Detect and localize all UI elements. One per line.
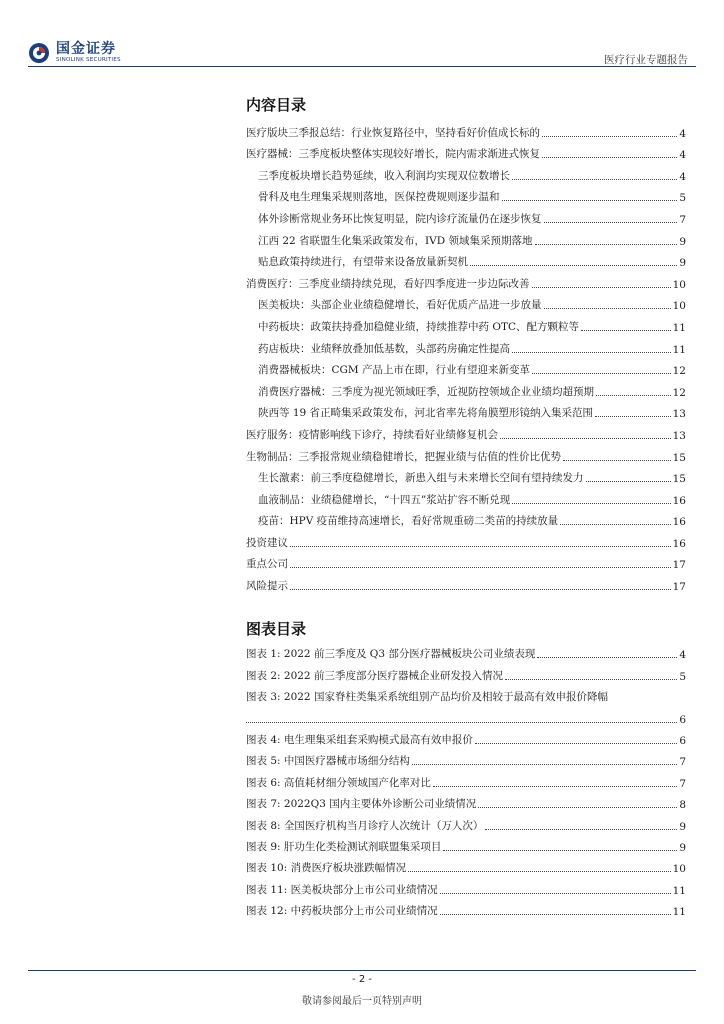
toc-entry[interactable] — [246, 464, 686, 486]
dot-leader — [560, 524, 670, 525]
toc-entry[interactable] — [246, 183, 686, 205]
toc-entry[interactable] — [246, 248, 686, 270]
dot-leader — [443, 850, 677, 851]
figures-entry-text: 图表 6: 高值耗材细分领域国产化率对比 — [246, 776, 431, 789]
toc-entry-page: 16 — [672, 494, 686, 507]
dot-leader — [505, 679, 677, 680]
toc-entry-page: 17 — [672, 559, 686, 572]
figures-entry[interactable] — [246, 875, 686, 896]
dot-leader — [440, 893, 671, 894]
figures-entry[interactable] — [246, 640, 686, 661]
figures-entry-page: 8 — [679, 799, 686, 812]
figures-entry-text: 图表 3: 2022 国家脊柱类集采系统组别产品均价及相较于最高有效申报价降幅 — [246, 691, 608, 704]
figures-entry-text: 图表 2: 2022 前三季度部分医疗器械企业研发投入情况 — [246, 669, 503, 682]
dot-leader — [595, 416, 671, 417]
toc-entry-text: 投资建议 — [246, 536, 288, 549]
figures-entry-page: 11 — [672, 884, 686, 897]
toc-entry[interactable] — [246, 226, 686, 248]
figures-entry[interactable] — [246, 661, 686, 682]
toc-entry-text: 消费医疗：三季度业绩持续兑现，看好四季度进一步边际改善 — [246, 277, 530, 290]
figures-entry-text: 图表 10: 消费医疗板块涨跌幅情况 — [246, 862, 407, 875]
toc-entry[interactable] — [246, 485, 686, 507]
figures-entry-page: 10 — [672, 863, 686, 876]
figures-title: 图表目录 — [246, 620, 307, 638]
toc-entry-text: 骨科及电生理集采规则落地，医保控费规则逐步温和 — [258, 191, 500, 204]
report-type: 医疗行业专题报告 — [604, 54, 688, 66]
figures-entry[interactable] — [246, 768, 686, 789]
dot-leader — [440, 914, 671, 915]
toc-entry-text: 医疗版块三季报总结：行业恢复路径中，坚持看好价值成长标的 — [246, 126, 540, 139]
dot-leader — [512, 352, 671, 353]
page-header — [0, 0, 724, 72]
toc-entry-page: 4 — [679, 127, 686, 140]
logo-cn: 国金证券 — [56, 41, 116, 58]
figures-entry-text: 图表 1: 2022 前三季度及 Q3 部分医疗器械板块公司业绩表现 — [246, 648, 536, 661]
dot-leader — [537, 657, 677, 658]
sinolink-logo-icon — [28, 42, 50, 64]
toc-entry-page: 16 — [672, 516, 686, 529]
dot-leader — [544, 308, 671, 309]
toc-entry-text: 药店板块：业绩释放叠加低基数，头部药房确定性提高 — [258, 342, 510, 355]
toc-entry-text: 医美板块：头部企业业绩稳健增长，看好优质产品进一步放量 — [258, 299, 542, 312]
figures-entry-page: 6 — [679, 713, 686, 726]
figures-entry[interactable] — [246, 854, 686, 875]
dot-leader — [408, 871, 671, 872]
toc-entry-page: 4 — [679, 149, 686, 162]
toc-entry[interactable] — [246, 399, 686, 421]
figures-entry[interactable] — [246, 726, 686, 747]
dot-leader — [512, 503, 670, 504]
toc-entry[interactable] — [246, 377, 686, 399]
dot-leader — [532, 287, 671, 288]
toc-entry-page: 9 — [679, 235, 686, 248]
figures-entry-text: 图表 8: 全国医疗机构当月诊疗人次统计（万人次） — [246, 819, 484, 832]
dot-leader — [596, 395, 671, 396]
toc-entry-page: 5 — [679, 192, 686, 205]
logo-en: SINOLINK SECURITIES — [56, 57, 121, 64]
toc-entry-page: 17 — [672, 581, 686, 594]
figures-entry-page: 7 — [679, 777, 686, 790]
toc-entry-page: 12 — [672, 365, 686, 378]
toc-entry[interactable] — [246, 571, 686, 593]
figures-entry[interactable] — [246, 811, 686, 832]
dot-leader — [542, 157, 677, 158]
toc-entry-page: 10 — [672, 300, 686, 313]
toc-entry-text: 中药板块：政策扶持叠加稳健业绩，持续推荐中药 OTC、配方颗粒等 — [258, 320, 579, 333]
dot-leader — [475, 743, 677, 744]
toc-entry-page: 12 — [672, 386, 686, 399]
dot-leader — [512, 179, 677, 180]
figures-entry-page: 9 — [679, 841, 686, 854]
toc-entry-text: 医疗器械：三季度板块整体实现较好增长，院内需求渐进式恢复 — [246, 148, 540, 161]
figures-entry[interactable] — [246, 747, 686, 768]
figures-entry-text: 图表 5: 中国医疗器械市场细分结构 — [246, 755, 410, 768]
header-rule — [28, 66, 696, 67]
figures-entry-page: 5 — [679, 670, 686, 683]
figures-entry-page: 4 — [679, 649, 686, 662]
dot-leader — [532, 373, 671, 374]
toc-title: 内容目录 — [246, 96, 307, 114]
dot-leader — [542, 136, 677, 137]
toc-entry-page: 11 — [672, 321, 686, 334]
dot-leader — [246, 722, 677, 723]
toc-entry-text: 疫苗：HPV 疫苗维持高速增长，看好常规重磅二类苗的持续放量 — [258, 515, 559, 528]
toc-entry-text: 三季度板块增长趋势延续，收入利润均实现双位数增长 — [258, 169, 510, 182]
figures-entry-page: 9 — [679, 820, 686, 833]
toc-entry[interactable] — [246, 442, 686, 464]
toc-entry-text: 江西 22 省联盟生化集采政策发布，IVD 领域集采预期落地 — [258, 234, 533, 247]
dot-leader — [412, 764, 677, 765]
dot-leader — [478, 807, 677, 808]
toc-entry-page: 11 — [672, 343, 686, 356]
toc-list — [246, 118, 686, 593]
footer-disclaimer: 敬请参阅最后一页特别声明 — [302, 996, 422, 1007]
toc-entry[interactable] — [246, 334, 686, 356]
footer-rule — [28, 970, 696, 971]
dot-leader — [586, 481, 671, 482]
toc-entry[interactable] — [246, 291, 686, 313]
dot-leader — [544, 222, 678, 223]
toc-entry-text: 贴息政策持续进行，有望带来设备放量新契机 — [258, 256, 468, 269]
toc-entry-page: 13 — [672, 429, 686, 442]
figures-entry-text: 图表 11: 医美板块部分上市公司业绩情况 — [246, 883, 438, 896]
figures-list — [246, 640, 686, 918]
figures-entry-page: 7 — [679, 756, 686, 769]
dot-leader — [500, 438, 671, 439]
toc-entry-page: 13 — [672, 408, 686, 421]
dot-leader — [502, 200, 678, 201]
dot-leader — [470, 265, 677, 266]
toc-entry[interactable] — [246, 140, 686, 162]
logo — [28, 40, 121, 66]
toc-entry-page: 4 — [679, 170, 686, 183]
toc-entry[interactable] — [246, 420, 686, 442]
toc-entry-page: 16 — [672, 537, 686, 550]
toc-entry-text: 生长激素：前三季度稳健增长，新患入组与未来增长空间有望持续发力 — [258, 472, 584, 485]
toc-entry-text: 体外诊断常规业务环比恢复明显，院内诊疗流量仍在逐步恢复 — [258, 212, 542, 225]
figures-entry-text: 图表 12: 中药板块部分上市公司业绩情况 — [246, 905, 438, 918]
toc-entry[interactable] — [246, 528, 686, 550]
figures-entry[interactable] — [246, 683, 686, 726]
toc-entry-page: 15 — [672, 451, 686, 464]
figures-entry-page: 11 — [672, 906, 686, 919]
toc-entry-text: 血液制品：业绩稳健增长，“十四五”浆站扩容不断兑现 — [258, 493, 511, 506]
dot-leader — [563, 460, 671, 461]
toc-entry-page: 7 — [679, 213, 686, 226]
dot-leader — [485, 829, 677, 830]
figures-entry-page: 6 — [679, 734, 686, 747]
toc-entry-text: 消费医疗器械：三季度为视光领域旺季，近视防控领域企业业绩均超预期 — [258, 385, 594, 398]
toc-entry-text: 重点公司 — [246, 558, 288, 571]
toc-entry[interactable] — [246, 550, 686, 572]
toc-entry[interactable] — [246, 312, 686, 334]
figures-entry-text: 图表 7: 2022Q3 国内主要体外诊断公司业绩情况 — [246, 798, 477, 811]
figures-entry[interactable] — [246, 897, 686, 918]
dot-leader — [581, 330, 671, 331]
figures-entry-text: 图表 9: 肝功生化类检测试剂联盟集采项目 — [246, 840, 442, 853]
dot-leader — [433, 786, 677, 787]
toc-entry-text: 生物制品：三季报常规业绩稳健增长，把握业绩与估值的性价比优势 — [246, 450, 561, 463]
toc-entry[interactable] — [246, 161, 686, 183]
page-number: - 2 - — [352, 974, 372, 985]
toc-entry-page: 9 — [679, 257, 686, 270]
toc-entry-text: 消费器械板块：CGM 产品上市在即，行业有望迎来新变革 — [258, 364, 531, 377]
dot-leader — [290, 546, 671, 547]
dot-leader — [290, 589, 671, 590]
toc-entry[interactable] — [246, 507, 686, 529]
dot-leader — [290, 567, 671, 568]
toc-entry-page: 10 — [672, 278, 686, 291]
toc-entry[interactable] — [246, 118, 686, 140]
toc-entry[interactable] — [246, 269, 686, 291]
toc-entry-text: 陕西等 19 省正畸集采政策发布，河北省率先将角膜塑形镜纳入集采范围 — [258, 407, 594, 420]
figures-entry[interactable] — [246, 790, 686, 811]
toc-entry-text: 风险提示 — [246, 580, 288, 593]
toc-entry-text: 医疗服务：疫情影响线下诊疗，持续看好业绩修复机会 — [246, 428, 498, 441]
toc-entry[interactable] — [246, 204, 686, 226]
toc-entry[interactable] — [246, 356, 686, 378]
toc-entry-page: 15 — [672, 473, 686, 486]
figures-entry[interactable] — [246, 833, 686, 854]
dot-leader — [535, 244, 678, 245]
figures-entry-text: 图表 4: 电生理集采组套采购模式最高有效申报价 — [246, 733, 473, 746]
